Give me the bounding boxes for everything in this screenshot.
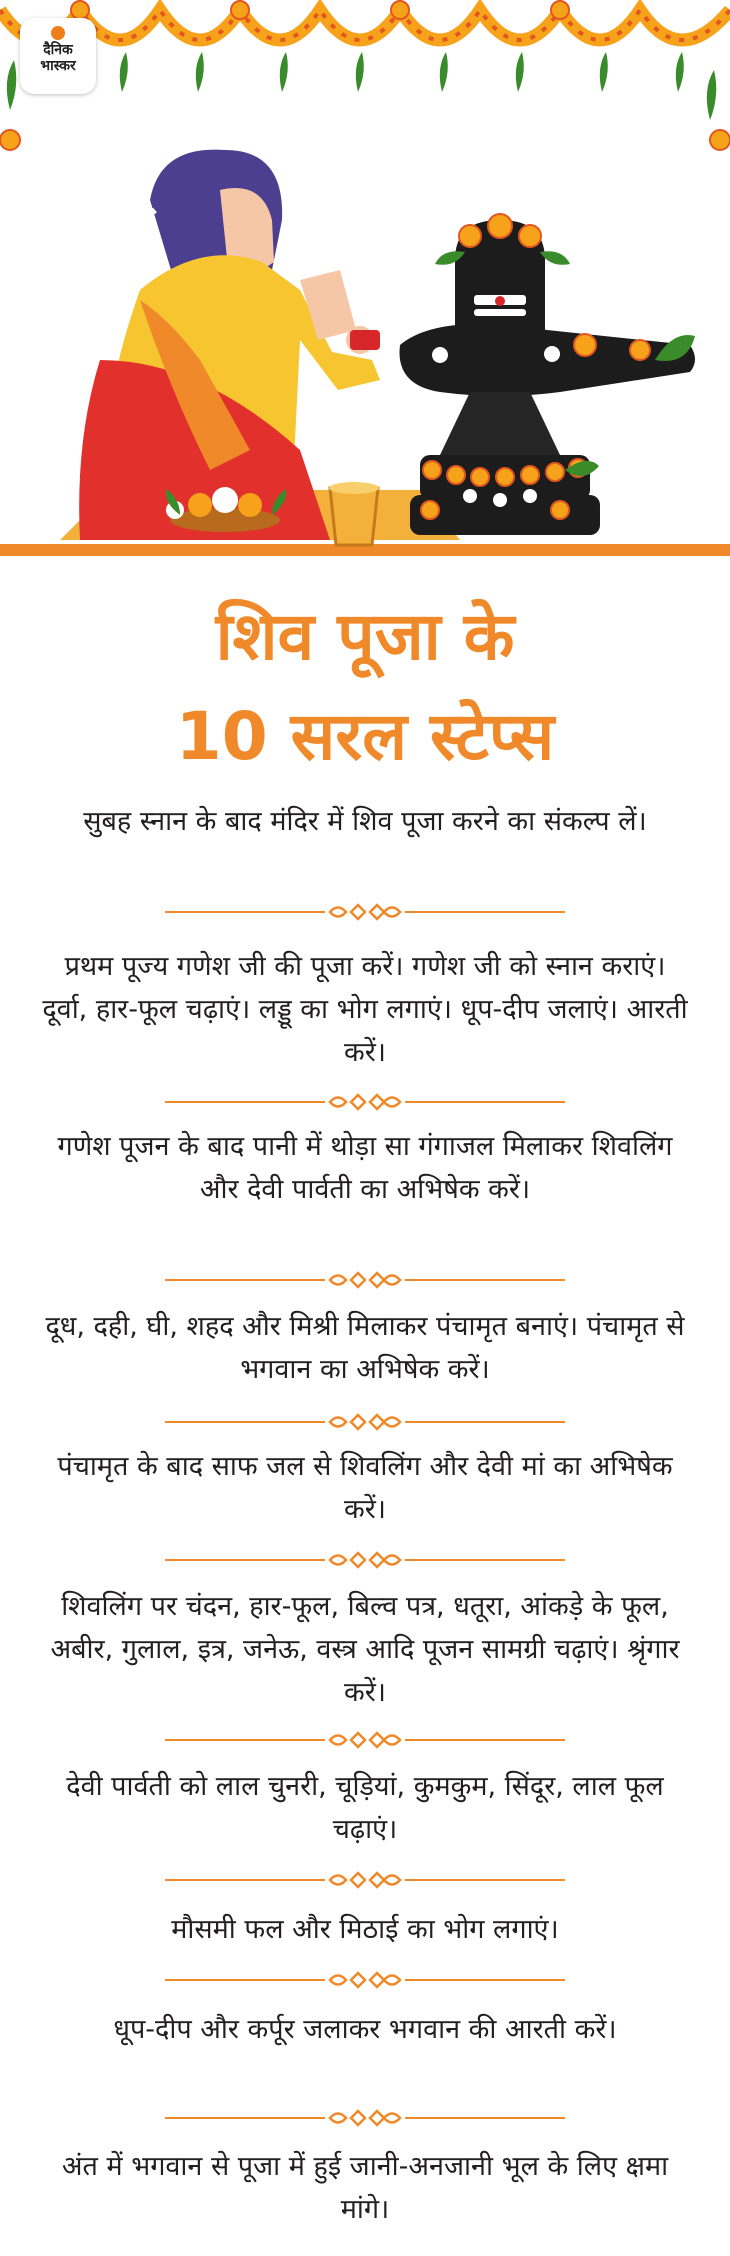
ornamental-divider-icon — [165, 1412, 565, 1432]
hero-illustration — [0, 0, 730, 558]
step-6: शिवलिंग पर चंदन, हार-फूल, बिल्व पत्र, धतूरा, आंकड़े के फूल, अबीर, गुलाल, इत्र, जनेऊ, वस्त्र आदि पूजन सामग्री चढ़ाएं। श्रृंगार करें। — [50, 1591, 680, 1708]
woman-praying-icon — [79, 150, 380, 540]
lota-icon — [329, 482, 379, 545]
brand-logo — [20, 18, 96, 94]
ornamental-divider-icon — [165, 1550, 565, 1570]
step-7: देवी पार्वती को लाल चुनरी, चूड़ियां, कुमकुम, सिंदूर, लाल फूल चढ़ाएं। — [66, 1771, 664, 1845]
ornamental-divider-icon — [165, 1092, 565, 1112]
ornamental-divider-icon — [165, 1270, 565, 1290]
brand-name-line1: दैनिक — [43, 42, 73, 58]
ornamental-divider-icon — [165, 1870, 565, 1890]
step-3: गणेश पूजन के बाद पानी में थोड़ा सा गंगाजल मिलाकर शिवलिंग और देवी पार्वती का अभिषेक करें। — [57, 1131, 673, 1205]
step-2: प्रथम पूज्य गणेश जी की पूजा करें। गणेश जी को स्नान कराएं। दूर्वा, हार-फूल चढ़ाएं। लड्डू का भोग लगाएं। धूप-दीप जलाएं। आरती करें। — [42, 951, 688, 1068]
step-8: मौसमी फल और मिठाई का भोग लगाएं। — [171, 1914, 559, 1945]
brand-dot-icon — [51, 26, 65, 40]
shivling-icon — [400, 214, 696, 535]
step-4: दूध, दही, घी, शहद और मिश्री मिलाकर पंचामृत बनाएं। पंचामृत से भगवान का अभिषेक करें। — [45, 1311, 685, 1385]
marigold-garland-icon — [0, 1, 730, 150]
page-title-line1: शिव पूजा के — [215, 598, 515, 675]
ornamental-divider-icon — [165, 1970, 565, 1990]
step-1: सुबह स्नान के बाद मंदिर में शिव पूजा करने का संकल्प लें। — [83, 806, 647, 837]
step-5: पंचामृत के बाद साफ जल से शिवलिंग और देवी मां का अभिषेक करें। — [57, 1451, 673, 1525]
ornamental-divider-icon — [165, 2108, 565, 2128]
ornamental-divider-icon — [165, 902, 565, 922]
ornamental-divider-icon — [165, 1730, 565, 1750]
step-9: धूप-दीप और कर्पूर जलाकर भगवान की आरती करें। — [113, 2014, 617, 2045]
brand-name-line2: भास्कर — [40, 58, 76, 74]
step-10: अंत में भगवान से पूजा में हुई जानी-अनजानी भूल के लिए क्षमा मांगे। — [61, 2151, 669, 2225]
page-title-line2: 10 सरल स्टेप्स — [175, 698, 555, 775]
